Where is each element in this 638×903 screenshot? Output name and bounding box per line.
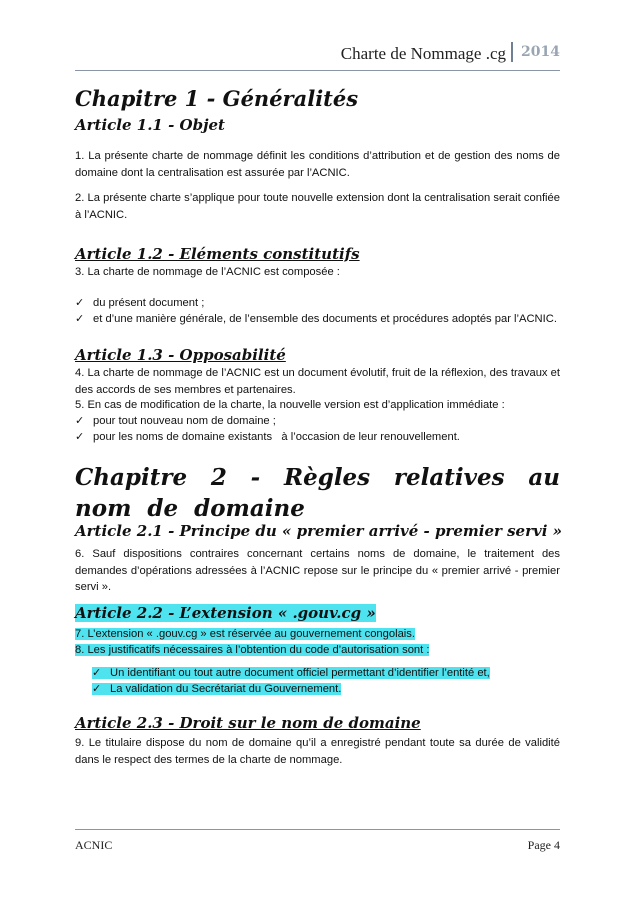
article-2-1-title: Article 2.1 - Principe du « premier arrivé - premier servi » (75, 522, 563, 540)
list-item: ✓ La validation du Secrétariat du Gouvernement. (92, 682, 342, 695)
article-1-3-title: Article 1.3 - Opposabilité (75, 346, 286, 364)
checkmark-icon: ✓ (75, 312, 85, 325)
page-header (75, 40, 560, 68)
header-year: 2014 (511, 42, 560, 62)
list-item: ✓ Un identifiant ou tout autre document officiel permettant d’identifier l’entité et, (92, 666, 490, 679)
footer-divider (75, 829, 560, 830)
checkmark-icon: ✓ (75, 430, 85, 443)
paragraph-8: 8. Les justificatifs nécessaires à l’obtention du code d’autorisation sont : (75, 644, 430, 656)
list-item: ✓ pour les noms de domaine existants à l’occasion de leur renouvellement. (75, 430, 460, 443)
list-item: ✓ du présent document ; (75, 296, 205, 309)
footer-page-number: Page 4 (527, 838, 560, 852)
article-2-3-title: Article 2.3 - Droit sur le nom de domaine (75, 714, 421, 732)
checkmark-icon: ✓ (92, 666, 102, 679)
paragraph-4: 4. La charte de nommage de l’ACNIC est un document évolutif, fruit de la réflexion, des travaux et des accords de ses membres et partenaires. (75, 367, 560, 396)
paragraph-7: 7. L’extension « .gouv.cg » est réservée au gouvernement congolais. (75, 628, 415, 640)
chapter-2-title: Chapitre 2 - Règles relatives au nom de domaine (75, 464, 560, 522)
list-item: ✓ et d’une manière générale, de l’ensemble des documents et procédures adoptés par l’ACNIC. (75, 311, 560, 328)
header-divider (75, 70, 560, 71)
article-1-2-title: Article 1.2 - Eléments constitutifs (75, 245, 360, 263)
checkmark-icon: ✓ (92, 682, 102, 695)
checkmark-icon: ✓ (75, 414, 85, 427)
paragraph-3: 3. La charte de nommage de l’ACNIC est composée : (75, 266, 340, 278)
paragraph-9: 9. Le titulaire dispose du nom de domaine qu’il a enregistré pendant toute sa durée de validité dans le respect des termes de la charte de nommage. (75, 737, 560, 766)
chapter-1-title: Chapitre 1 - Généralités (75, 86, 359, 111)
paragraph-6: 6. Sauf dispositions contraires concernant certains noms de domaine, le traitement des demandes d’opérations adressées à l’ACNIC repose sur le principe du « premier arrivé - premier servi ». (75, 548, 560, 593)
header-title: Charte de Nommage .cg (340, 44, 506, 63)
footer-organization: ACNIC (75, 838, 113, 852)
paragraph-5: 5. En cas de modification de la charte, la nouvelle version est d’application immédiate : (75, 399, 505, 411)
article-2-2-title: Article 2.2 - L’extension « .gouv.cg » (75, 604, 376, 622)
article-1-1-title: Article 1.1 - Objet (75, 116, 225, 134)
paragraph-1: 1. La présente charte de nommage définit les conditions d’attribution et de gestion des noms de domaine dont la centralisation est assurée par l’ACNIC. (75, 150, 560, 179)
paragraph-2: 2. La présente charte s’applique pour toute nouvelle extension dont la centralisation serait confiée à l’ACNIC. (75, 192, 560, 221)
checkmark-icon: ✓ (75, 296, 85, 309)
list-item: ✓ pour tout nouveau nom de domaine ; (75, 414, 276, 427)
